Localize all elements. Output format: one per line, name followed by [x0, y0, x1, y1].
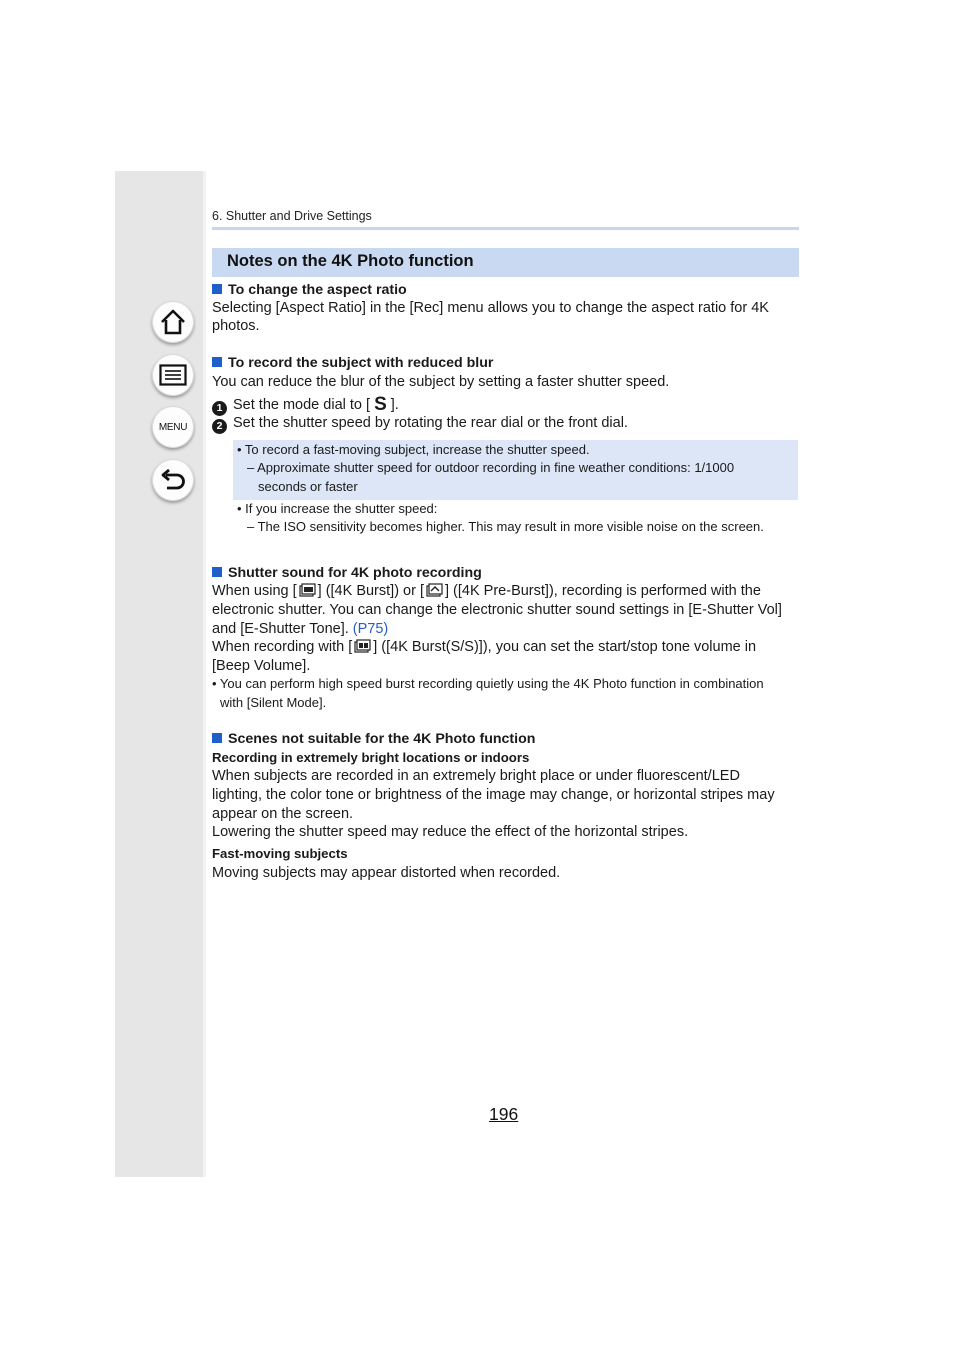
scenes-p1-line-1: When subjects are recorded in an extremely bright place or under fluorescent/LED	[212, 768, 740, 784]
scenes-p1-line-2: lighting, the color tone or brightness of the image may change, or horizontal stripes may	[212, 787, 775, 803]
4k-burst-icon	[299, 583, 316, 597]
note-2-sub: – The ISO sensitivity becomes higher. This may result in more visible noise on the screen.	[247, 519, 764, 534]
step-number-1: 1	[212, 401, 227, 416]
sound-note-b: with [Silent Mode].	[220, 695, 327, 710]
shutter-priority-s-icon: S	[374, 394, 387, 415]
list-icon	[159, 364, 187, 386]
scenes-p1-line-3: appear on the screen.	[212, 806, 354, 822]
section-header: 6. Shutter and Drive Settings	[212, 209, 372, 223]
sound-note-a: • You can perform high speed burst recording quietly using the 4K Photo function in combination	[212, 676, 764, 691]
menu-label: MENU	[158, 421, 188, 433]
note-2: • If you increase the shutter speed:	[237, 501, 438, 516]
home-icon	[159, 308, 187, 336]
back-icon	[159, 467, 187, 493]
scenes-p2: Moving subjects may appear distorted when recorded.	[212, 865, 561, 881]
sound-line-3: and [E-Shutter Tone]. (P75)	[212, 621, 389, 637]
title-bar	[212, 248, 799, 277]
sound-line-4: When recording with [ ] ([4K Burst(S/S)]), you can set the start/stop tone volume in	[212, 639, 757, 655]
sidebar-edge	[203, 171, 206, 1177]
aspect-heading: To change the aspect ratio	[212, 281, 407, 300]
sound-heading: Shutter sound for 4K photo recording	[212, 564, 482, 583]
note-1: • To record a fast-moving subject, increase the shutter speed.	[237, 442, 590, 457]
scenes-p1-line-4: Lowering the shutter speed may reduce the effect of the horizontal stripes.	[212, 824, 689, 840]
sound-line-5: [Beep Volume].	[212, 658, 311, 674]
contents-button[interactable]	[152, 354, 194, 396]
aspect-text-1: Selecting [Aspect Ratio] in the [Rec] menu allows you to change the aspect ratio for 4K	[212, 300, 769, 316]
4k-burst-ss-icon	[354, 639, 371, 653]
header-rule	[212, 227, 799, 230]
scenes-subheading-2: Fast-moving subjects	[212, 846, 348, 861]
step-number-2: 2	[212, 419, 227, 434]
menu-button[interactable]	[152, 406, 194, 448]
square-bullet-icon	[212, 284, 222, 294]
note-1-sub-a: – Approximate shutter speed for outdoor recording in fine weather conditions: 1/1000	[247, 460, 735, 475]
page-title: Notes on the 4K Photo function	[227, 252, 474, 270]
square-bullet-icon	[212, 733, 222, 743]
aspect-text-2: photos.	[212, 318, 260, 334]
back-button[interactable]	[152, 459, 194, 501]
page-number: 196	[489, 1104, 519, 1124]
page-link-p75[interactable]: (P75)	[352, 621, 389, 637]
scenes-subheading-1: Recording in extremely bright locations or indoors	[212, 750, 530, 765]
home-button[interactable]	[152, 301, 194, 343]
square-bullet-icon	[212, 357, 222, 367]
sound-line-1: When using [ ] ([4K Burst]) or [ ] ([4K Pre-Burst]), recording is performed with the	[212, 583, 761, 599]
blur-step-2: 2 Set the shutter speed by rotating the rear dial or the front dial.	[212, 414, 628, 434]
blur-step-1: 1 Set the mode dial to [ S ].	[212, 395, 399, 416]
note-1-sub-b: seconds or faster	[258, 479, 358, 494]
square-bullet-icon	[212, 567, 222, 577]
blur-intro: You can reduce the blur of the subject by setting a faster shutter speed.	[212, 374, 670, 390]
4k-pre-burst-icon	[426, 583, 443, 597]
blur-heading: To record the subject with reduced blur	[212, 354, 493, 373]
sound-line-2: electronic shutter. You can change the electronic shutter sound settings in [E-Shutter Vol]	[212, 602, 782, 618]
scenes-heading: Scenes not suitable for the 4K Photo function	[212, 730, 535, 749]
